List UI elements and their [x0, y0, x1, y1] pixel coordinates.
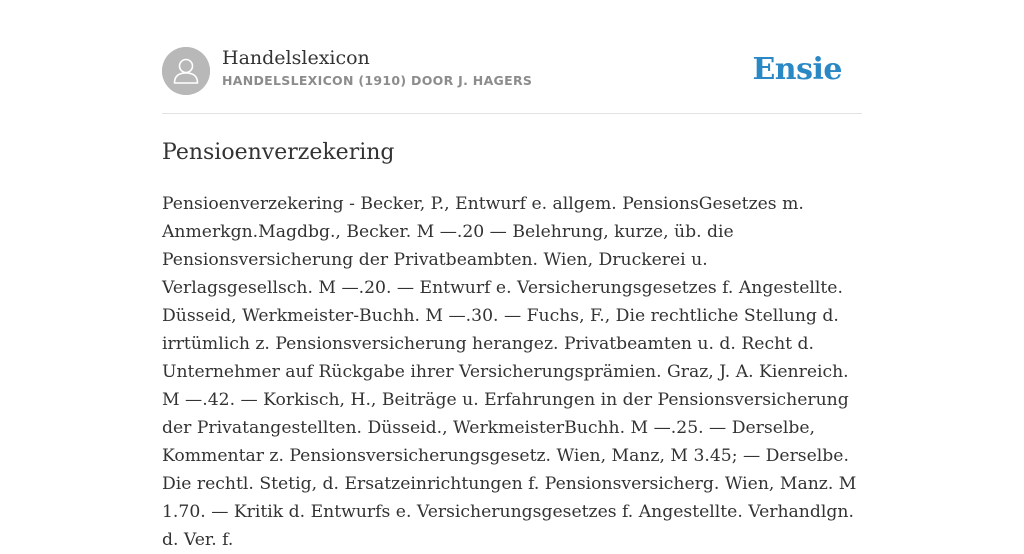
- source-header: [162, 0, 862, 114]
- user-icon[interactable]: [162, 47, 210, 95]
- entry-title: Pensioenverzekering: [162, 140, 395, 165]
- brand-logo[interactable]: Ensie: [752, 52, 842, 87]
- source-subtitle[interactable]: HANDELSLEXICON (1910) DOOR J. HAGERS: [222, 73, 533, 88]
- entry-body: Pensioenverzekering - Becker, P., Entwurf e. allgem. PensionsGesetzes m. Anmerkgn.Magdbg., Becker. M —.20 — Belehrung, kurze, üb. die Pensionsversicherung der Privatbeambten. Wien, Druckerei u. Verlagsgesellsch. M —.20. — Entwurf e. Versicherungsgesetzes f. Angestellte. Düsseid, Werkmeister-Buchh. M —.30. — Fuchs, F., Die rechtliche Stellung d. irrtümlich z. Pensionsversicherung herangez. Privatbeamten u. d. Recht d. Unternehmer auf Rückgabe ihrer Versicherungsprämien. Graz, J. A. Kienreich. M —.42. — Korkisch, H., Beiträge u. Erfahrungen in der Pensionsversicherung der Privatangestellten. Düsseid., WerkmeisterBuchh. M —.25. — Derselbe, Kommentar z. Pensionsversicherungsgesetz. Wien, Manz, M 3.45; — Derselbe. Die rechtl. Stetig, d. Ersatzeinrichtungen f. Pensionsversicherg. Wien, Manz. M 1.70. — Kritik d. Entwurfs e. Versicherungsgesetzes f. Angestellte. Verhandlgn. d. Ver. f.: [162, 194, 857, 550]
- source-title-block: [222, 45, 532, 91]
- entry-card: [162, 0, 862, 550]
- source-name[interactable]: Handelslexicon: [222, 47, 370, 69]
